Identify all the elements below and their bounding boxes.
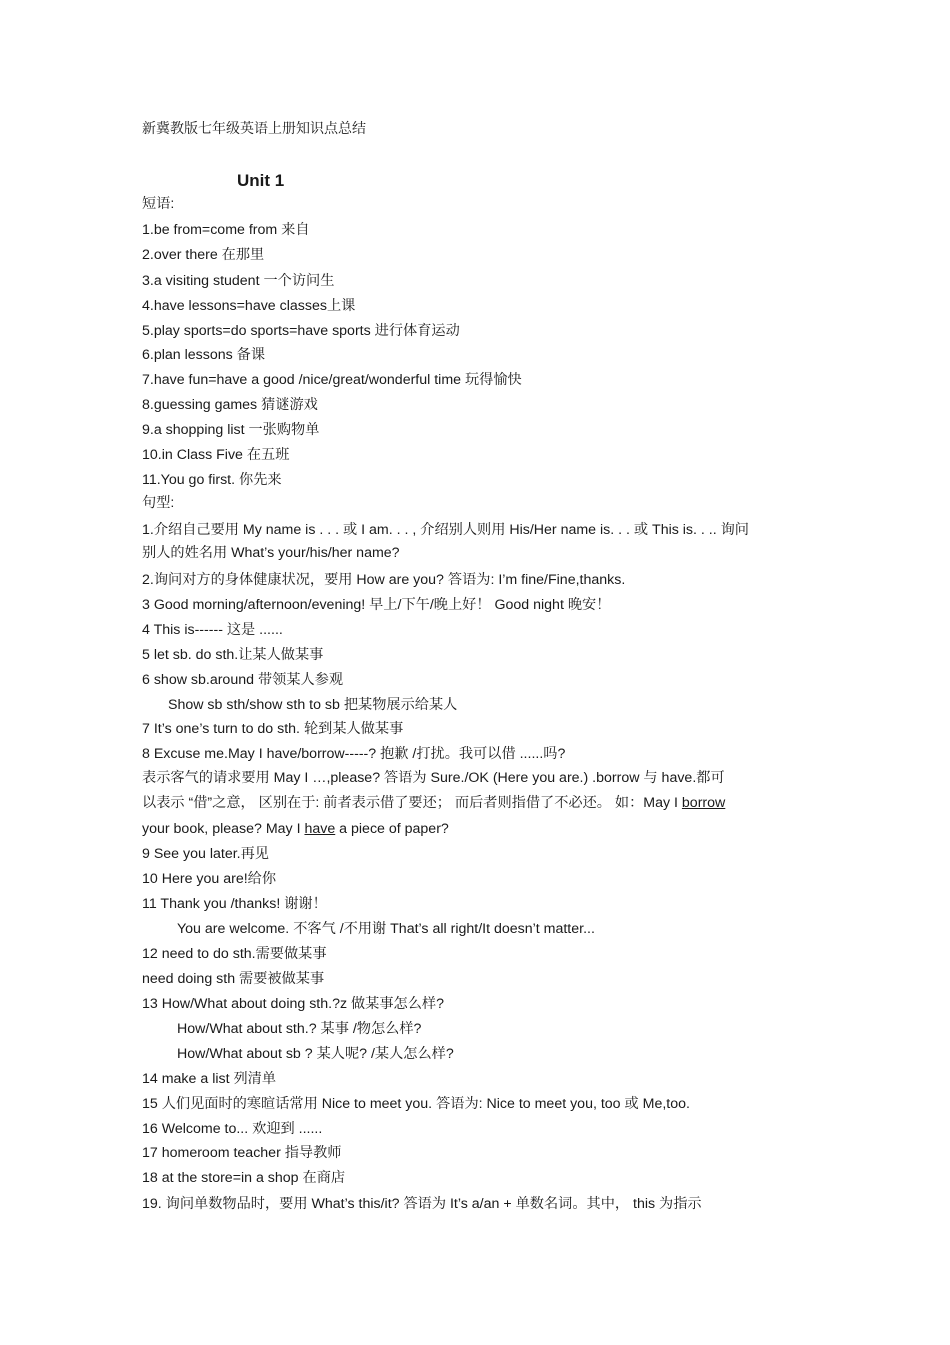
pattern-item: Show sb sth/show sth to sb 把某物展示给某人: [168, 697, 458, 713]
pattern-item: 3 Good morning/afternoon/evening! 早上/下午/晚上好！ Good night 晚安！: [142, 597, 611, 613]
doc-title: 新冀教版七年级英语上册知识点总结: [142, 120, 366, 136]
phrase-item: 5.play sports=do sports=have sports 进行体育运动: [142, 323, 460, 339]
phrase-item: 4.have lessons=have classes上课: [142, 298, 356, 314]
phrase-item: 10.in Class Five 在五班: [142, 447, 290, 463]
pattern-item: 16 Welcome to... 欢迎到 ......: [142, 1121, 323, 1137]
phrase-item: 8.guessing games 猜谜游戏: [142, 397, 318, 413]
pattern-item: 18 at the store=in a shop 在商店: [142, 1170, 346, 1186]
pattern-item: 5 let sb. do sth.让某人做某事: [142, 647, 324, 663]
pattern-item: 2.询问对方的身体健康状况，要用 How are you? 答语为: I’m fine/Fine,thanks.: [142, 572, 626, 588]
pattern-item: 8 Excuse me.May I have/borrow-----? 抱歉 /打扰。我可以借 ......吗?: [142, 746, 566, 762]
phrase-item: 6.plan lessons 备课: [142, 347, 266, 363]
pattern-item: You are welcome. 不客气 /不用谢 That’s all right/It doesn’t matter...: [177, 921, 595, 937]
pattern-item: 17 homeroom teacher 指导教师: [142, 1145, 342, 1161]
pattern-item: 9 See you later.再见: [142, 846, 269, 862]
underlined-word: borrow: [681, 795, 726, 811]
pattern-item: How/What about sth.? 某事 /物怎么样?: [177, 1021, 422, 1037]
pattern-item: How/What about sb ? 某人呢? /某人怎么样?: [177, 1046, 454, 1062]
pattern-text: 以表示 “借”之意， 区别在于: 前者表示借了要还； 而后者则指借了不必还。 如：May I: [142, 795, 682, 811]
pattern-text: your book, please? May I: [142, 821, 305, 837]
pattern-item: 1.介绍自己要用 My name is . . . 或 I am. . . , 介绍别人则用 His/Her name is. . . 或 This is. . .. 询问: [142, 522, 749, 538]
pattern-item: need doing sth 需要被做某事: [142, 971, 325, 987]
pattern-item: 7 It’s one’s turn to do sth. 轮到某人做某事: [142, 721, 404, 737]
phrases-label: 短语:: [142, 196, 175, 212]
pattern-item: 4 This is------ 这是 ......: [142, 622, 283, 638]
pattern-item: 12 need to do sth.需要做某事: [142, 946, 327, 962]
phrase-item: 7.have fun=have a good /nice/great/wonderful time 玩得愉快: [142, 372, 522, 388]
pattern-item: 6 show sb.around 带领某人参观: [142, 672, 344, 688]
pattern-item: 10 Here you are!给你: [142, 871, 277, 887]
pattern-item: 15 人们见面时的寒暄话常用 Nice to meet you. 答语为: Nice to meet you, too 或 Me,too.: [142, 1096, 690, 1112]
pattern-text: a piece of paper?: [335, 821, 449, 837]
phrase-item: 3.a visiting student 一个访问生: [142, 273, 335, 289]
pattern-item: 11 Thank you /thanks! 谢谢！: [142, 896, 327, 912]
pattern-item: 19. 询问单数物品时，要用 What’s this/it? 答语为 It’s a/an + 单数名词。其中， this 为指示: [142, 1196, 702, 1212]
underlined-word: have: [304, 821, 336, 837]
pattern-item: 别人的姓名用 What’s your/his/her name?: [142, 545, 400, 561]
phrase-item: 2.over there 在那里: [142, 247, 265, 263]
phrase-item: 1.be from=come from 来自: [142, 222, 310, 238]
pattern-item: 14 make a list 列清单: [142, 1071, 277, 1087]
unit-heading: Unit 1: [237, 171, 285, 190]
pattern-item: 表示客气的请求要用 May I …,please? 答语为 Sure./OK (Here you are.) .borrow 与 have.都可: [142, 770, 725, 786]
phrase-item: 11.You go first. 你先来: [142, 472, 282, 488]
pattern-item: [142, 819, 810, 839]
phrase-item: 9.a shopping list 一张购物单: [142, 422, 320, 438]
pattern-item: [142, 793, 810, 813]
pattern-item: 13 How/What about doing sth.?z 做某事怎么样?: [142, 996, 445, 1012]
patterns-label: 句型:: [142, 495, 175, 511]
